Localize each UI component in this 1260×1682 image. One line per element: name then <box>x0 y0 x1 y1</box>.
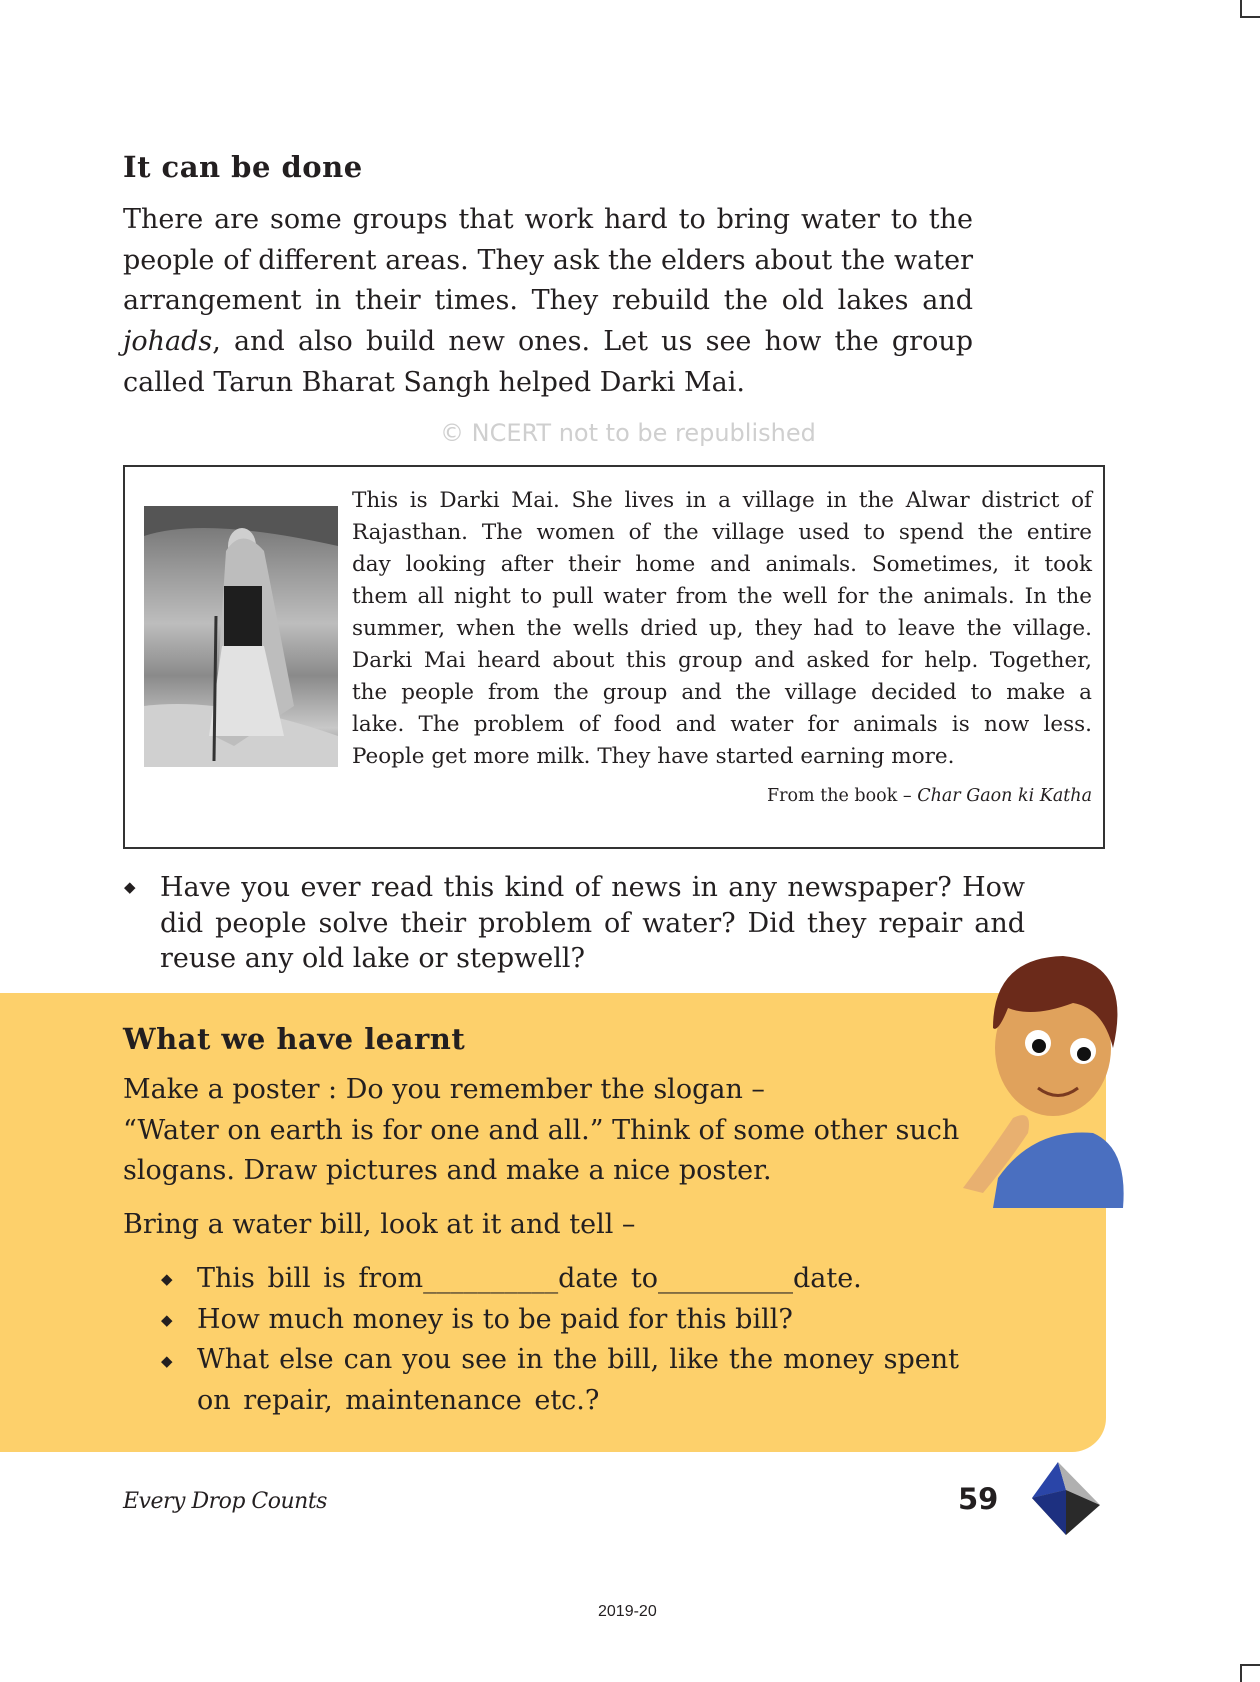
line: johads, and also build new ones. Let us see how the group <box>123 326 973 358</box>
list-item: on repair, maintenance etc.? <box>197 1385 600 1417</box>
line: This is Darki Mai. She lives in a village in the Alwar district of <box>352 488 1092 513</box>
year-label: 2019-20 <box>598 1603 657 1620</box>
poster-paragraph: Make a poster : Do you remember the slogan – “Water on earth is for one and all.” Think of some other such slogans. Draw pictures and make a nice poster. <box>123 1074 960 1187</box>
boy-illustration <box>953 948 1153 1208</box>
list-item: What else can you see in the bill, like the money spent <box>197 1344 959 1376</box>
bill-questions <box>197 1259 959 1422</box>
section-heading: It can be done <box>123 150 363 184</box>
intro-paragraph <box>123 200 973 404</box>
bullet-icon: ◆ <box>124 878 136 896</box>
line: summer, when the wells dried up, they had to leave the village. <box>352 616 1092 641</box>
list-item: This bill is from__________date to__________date. <box>197 1263 862 1294</box>
story-text <box>352 485 1092 773</box>
chapter-title: Every Drop Counts <box>123 1489 327 1514</box>
page-number: 59 <box>958 1482 999 1516</box>
line: People get more milk. They have started earning more. <box>352 744 955 769</box>
darki-mai-photo <box>144 506 338 767</box>
bullet-icon: ◆ <box>161 1311 173 1329</box>
line: people of different areas. They ask the elders about the water <box>123 244 973 276</box>
bullet-icon: ◆ <box>161 1270 173 1288</box>
crop-mark-top <box>1240 0 1260 18</box>
line: the people from the group and the village decided to make a <box>352 680 1092 705</box>
source-citation: From the book – Char Gaon ki Katha <box>767 786 1092 806</box>
learnt-heading: What we have learnt <box>123 1022 466 1056</box>
line: arrangement in their times. They rebuild the old lakes and <box>123 285 973 317</box>
crop-mark-bottom <box>1240 1664 1260 1682</box>
line: There are some groups that work hard to bring water to the <box>123 204 973 235</box>
line: Rajasthan. The women of the village used to spend the entire <box>352 520 1092 545</box>
question-text: Have you ever read this kind of news in any newspaper? How did people solve their problem of water? Did they repair and reuse any old lake or stepwell? <box>160 872 1025 974</box>
line: called Tarun Bharat Sangh helped Darki Mai. <box>123 366 745 398</box>
bill-intro: Bring a water bill, look at it and tell – <box>123 1209 636 1240</box>
line: day looking after their home and animals. Sometimes, it took <box>352 552 1092 577</box>
bullet-icon: ◆ <box>161 1352 173 1370</box>
line: them all night to pull water from the well for the animals. In the <box>352 584 1092 609</box>
list-item: How much money is to be paid for this bill? <box>197 1303 793 1335</box>
watermark: © NCERT not to be republished <box>440 419 816 447</box>
italic-word: johads <box>123 326 213 358</box>
diamond-icon <box>1028 1460 1108 1544</box>
line: lake. The problem of food and water for animals is now less. <box>352 712 1092 737</box>
line: Darki Mai heard about this group and asked for help. Together, <box>352 648 1092 673</box>
